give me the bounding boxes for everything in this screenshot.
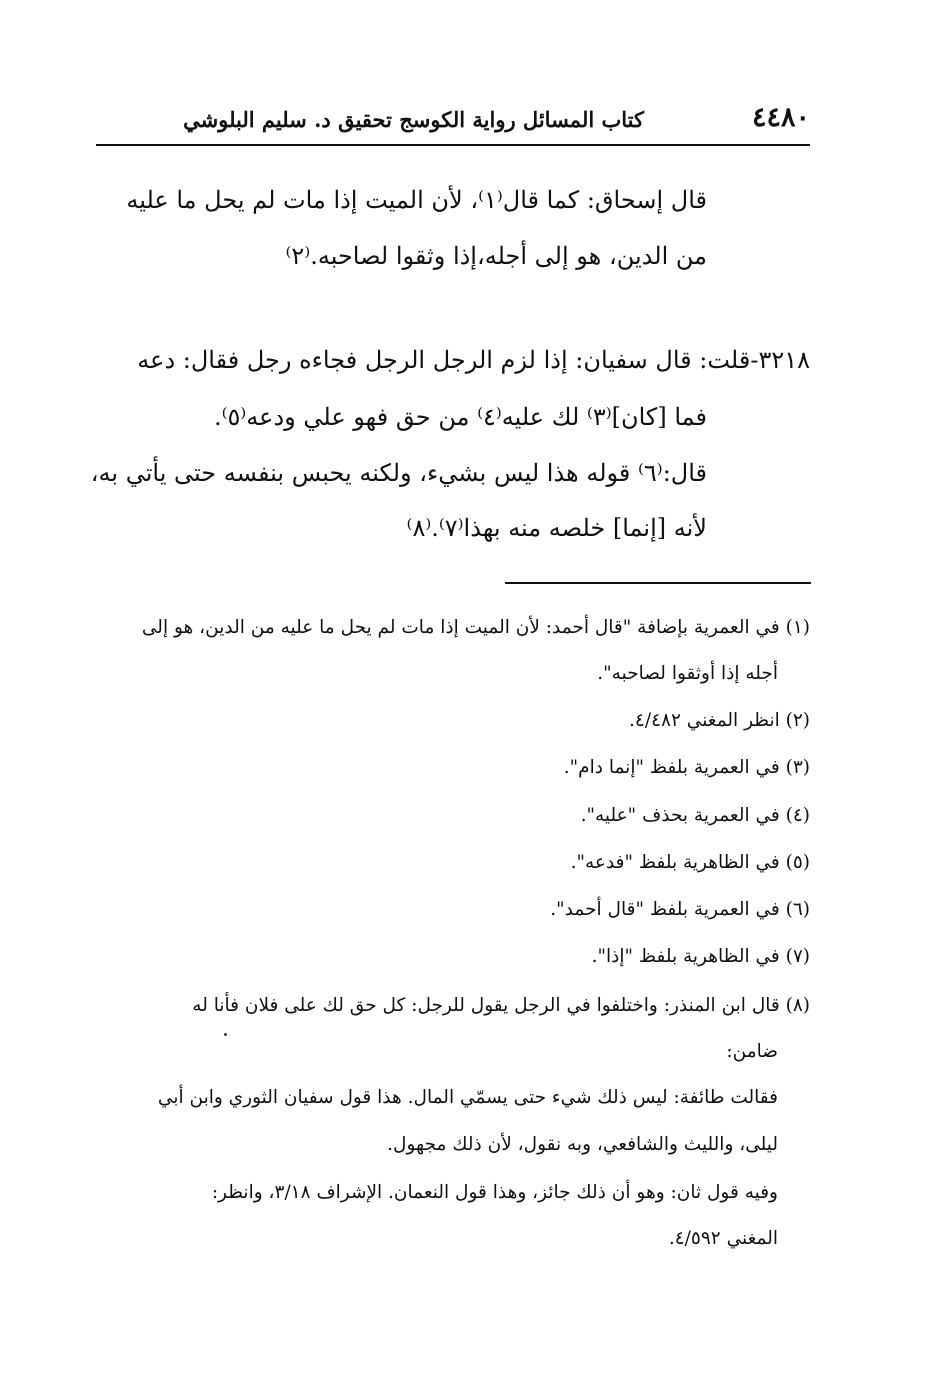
footnote-4: (٤) في العمرية بحذف "عليه". bbox=[580, 805, 810, 826]
answer-line: قال:⁽٦⁾ قوله هذا ليس بشيء، ولكنه يحبس بنفسه حتى يأتي به، bbox=[90, 459, 707, 487]
text-line: قال إسحاق: كما قال⁽١⁾، لأن الميت إذا مات لم يحل ما عليه bbox=[126, 186, 707, 214]
running-title: كتاب المسائل رواية الكوسج تحقيق د. سليم البلوشي bbox=[183, 107, 644, 132]
footnote-8-cont: وفيه قول ثان: وهو أن ذلك جائز، وهذا قول النعمان. الإشراف ٣/١٨، وانظر: bbox=[211, 1182, 778, 1203]
footnote-1-cont: أجله إذا أوثقوا لصاحبه". bbox=[597, 663, 778, 684]
footnote-3: (٣) في العمرية بلفظ "إنما دام". bbox=[563, 757, 810, 778]
page-number: ٤٤٨٠ bbox=[751, 102, 810, 133]
footnote-8-cont: فقالت طائفة: ليس ذلك شيء حتى يسمّي المال. هذا قول سفيان الثوري وابن أبي bbox=[157, 1087, 778, 1108]
ink-speck bbox=[224, 1033, 227, 1036]
footnote-6: (٦) في العمرية بلفظ "قال أحمد". bbox=[550, 899, 810, 920]
footnotes bbox=[90, 0, 810, 1300]
footnote-8: (٨) قال ابن المنذر: واختلفوا في الرجل يقول للرجل: كل حق لك على فلان فأنا له bbox=[192, 995, 810, 1016]
footnote-8-cont: المغني ٤/٥٩٢. bbox=[668, 1228, 778, 1249]
text-line: من الدين، هو إلى أجله،إذا وثقوا لصاحبه.⁽٢⁾ bbox=[285, 242, 707, 270]
text-line: لأنه [إنما] خلصه منه بهذا⁽٧⁾.⁽٨⁾ bbox=[406, 514, 707, 542]
footnote-2: (٢) انظر المغني ٤/٤٨٢. bbox=[629, 710, 810, 731]
footnote-8-cont: ليلى، والليث والشافعي، وبه نقول، لأن ذلك مجهول. bbox=[387, 1134, 778, 1155]
footnote-7: (٧) في الظاهرية بلفظ "إذا". bbox=[591, 946, 810, 967]
footnote-8-cont: ضامن: bbox=[726, 1041, 778, 1062]
footnote-5: (٥) في الظاهرية بلفظ "فدعه". bbox=[570, 852, 810, 873]
footnote-1: (١) في العمرية بإضافة "قال أحمد: لأن الميت إذا مات لم يحل ما عليه من الدين، هو إلى bbox=[141, 617, 810, 638]
question-line: ٣٢١٨-قلت: قال سفيان: إذا لزم الرجل الرجل فجاءه رجل فقال: دعه bbox=[137, 346, 810, 374]
text-line: فما [كان]⁽٣⁾ لك عليه⁽٤⁾ من حق فهو علي ودعه⁽٥⁾. bbox=[213, 403, 707, 431]
